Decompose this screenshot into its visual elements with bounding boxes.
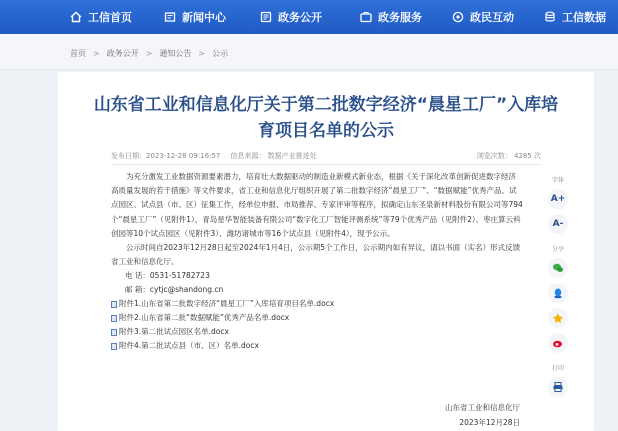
view-count-unit: 次 bbox=[534, 152, 541, 160]
font-size-label: 字体 bbox=[551, 177, 564, 184]
breadcrumb-separator: > bbox=[145, 49, 153, 58]
wechat-icon bbox=[552, 262, 564, 274]
news-icon bbox=[164, 11, 176, 23]
breadcrumb-home[interactable]: 首页 bbox=[70, 49, 86, 58]
database-icon bbox=[544, 11, 556, 23]
share-label: 分享 bbox=[551, 246, 564, 253]
view-count-value: 4285 bbox=[513, 152, 532, 160]
share-weibo-button[interactable] bbox=[548, 333, 568, 353]
breadcrumb-separator: > bbox=[93, 49, 100, 58]
attachment-label: 附件2.山东省第二批“数据赋能”优秀产品名单.docx bbox=[119, 313, 290, 323]
side-toolbar bbox=[541, 175, 575, 402]
attachment-link-1[interactable] bbox=[111, 297, 523, 311]
document-icon bbox=[260, 11, 272, 23]
article-title: 山东省工业和信息化厅关于第二批数字经济“晨星工厂”入库培育项目名单的公示 bbox=[93, 95, 559, 141]
nav-item-label: 政务公开 bbox=[278, 11, 322, 24]
printer-icon bbox=[552, 381, 564, 393]
nav-item-data[interactable] bbox=[532, 0, 618, 34]
attachment-label: 附件1.山东省第二批数字经济“晨星工厂”入库培育项目名单.docx bbox=[119, 299, 335, 309]
article-body bbox=[111, 170, 523, 353]
nav-item-label: 工信数据 bbox=[562, 11, 606, 24]
view-count-label: 浏览次数： bbox=[476, 152, 512, 160]
article-paragraph: 为充分激发工业数据资源要素潜力，培育壮大数据驱动的制造业新模式新业态，根据《关于深化改革创新促进数字经济高质量发展的若干措施》等文件要求，省工业和信息化厅组织开展了第二批数字经济“晨星工厂”、“数据赋能”优秀产品、试点园区、试点县（市、区）征集工作，经单位申报、市局推荐、专家评审等程序，拟确定山东圣泉新材料股份有限公司等794个“晨星工厂”（见附件1）、青岛星华智能装备有限公司“数字化工厂智能评测系统”等79个优秀产品（见附件2）、枣庄算云科创园等10个试点园区（见附件3）、潍坊诸城市等16个试点县（见附件4），现予公示。 bbox=[111, 172, 523, 238]
breadcrumb-publicity[interactable]: 公示 bbox=[212, 49, 229, 58]
nav-item-label: 新闻中心 bbox=[182, 11, 226, 24]
font-smaller-button[interactable]: A- bbox=[548, 214, 568, 234]
share-wechat-button[interactable] bbox=[548, 258, 568, 278]
article-meta bbox=[111, 151, 541, 161]
contact-phone: 电 话：0531-51782723 bbox=[125, 271, 210, 281]
article-source: 信息来源： 数据产业推进处 bbox=[230, 152, 317, 160]
attachment-link-3[interactable] bbox=[111, 325, 523, 339]
nav-item-label: 政务服务 bbox=[378, 11, 422, 24]
file-icon bbox=[111, 329, 117, 336]
signature-org: 山东省工业和信息化厅 bbox=[445, 403, 520, 412]
nav-item-gov-affairs[interactable] bbox=[248, 0, 334, 34]
article-paragraph: 公示时间自2023年12月28日起至2024年1月4日，公示期5个工作日，公示期内如有异议，请以书面（实名）形式反馈省工业和信息化厅。 bbox=[111, 243, 521, 267]
font-larger-button[interactable]: A+ bbox=[548, 189, 568, 209]
qzone-icon bbox=[552, 312, 564, 324]
print-button[interactable] bbox=[548, 377, 568, 397]
attachment-label: 附件3.第二批试点园区名单.docx bbox=[119, 327, 229, 337]
top-navigation bbox=[0, 0, 618, 34]
file-icon bbox=[111, 315, 117, 322]
article-card bbox=[58, 72, 594, 431]
attachment-link-2[interactable] bbox=[111, 311, 523, 325]
attachment-link-4[interactable] bbox=[111, 339, 523, 353]
print-label: 打印 bbox=[551, 365, 564, 372]
nav-item-news[interactable] bbox=[152, 0, 238, 34]
publish-time: 发布日期：2023-12-28 09:16:57 bbox=[111, 152, 221, 160]
file-icon bbox=[111, 343, 117, 350]
home-icon bbox=[70, 11, 82, 23]
breadcrumb-notices[interactable]: 通知公告 bbox=[159, 49, 192, 58]
nav-item-home[interactable] bbox=[58, 0, 144, 34]
share-qzone-button[interactable] bbox=[548, 308, 568, 328]
nav-item-label: 政民互动 bbox=[470, 11, 514, 24]
breadcrumb-bar bbox=[0, 34, 618, 70]
meta-divider bbox=[111, 164, 541, 165]
view-count bbox=[477, 151, 541, 161]
interaction-icon bbox=[452, 11, 464, 23]
qq-icon bbox=[552, 287, 564, 299]
share-qq-button[interactable] bbox=[548, 283, 568, 303]
breadcrumb-gov-affairs[interactable]: 政务公开 bbox=[106, 49, 139, 58]
nav-item-interaction[interactable] bbox=[440, 0, 526, 34]
service-icon bbox=[360, 11, 372, 23]
file-icon bbox=[111, 301, 117, 308]
breadcrumb-separator: > bbox=[198, 49, 206, 58]
breadcrumb bbox=[70, 48, 228, 59]
article-signature bbox=[445, 400, 520, 430]
nav-item-label: 工信首页 bbox=[88, 11, 132, 24]
signature-date: 2023年12月28日 bbox=[459, 418, 520, 427]
attachment-label: 附件4.第二批试点县（市、区）名单.docx bbox=[119, 341, 259, 351]
nav-item-gov-services[interactable] bbox=[348, 0, 434, 34]
weibo-icon bbox=[552, 337, 564, 349]
contact-email: 邮 箱：cytjc@shandong.cn bbox=[125, 285, 224, 295]
